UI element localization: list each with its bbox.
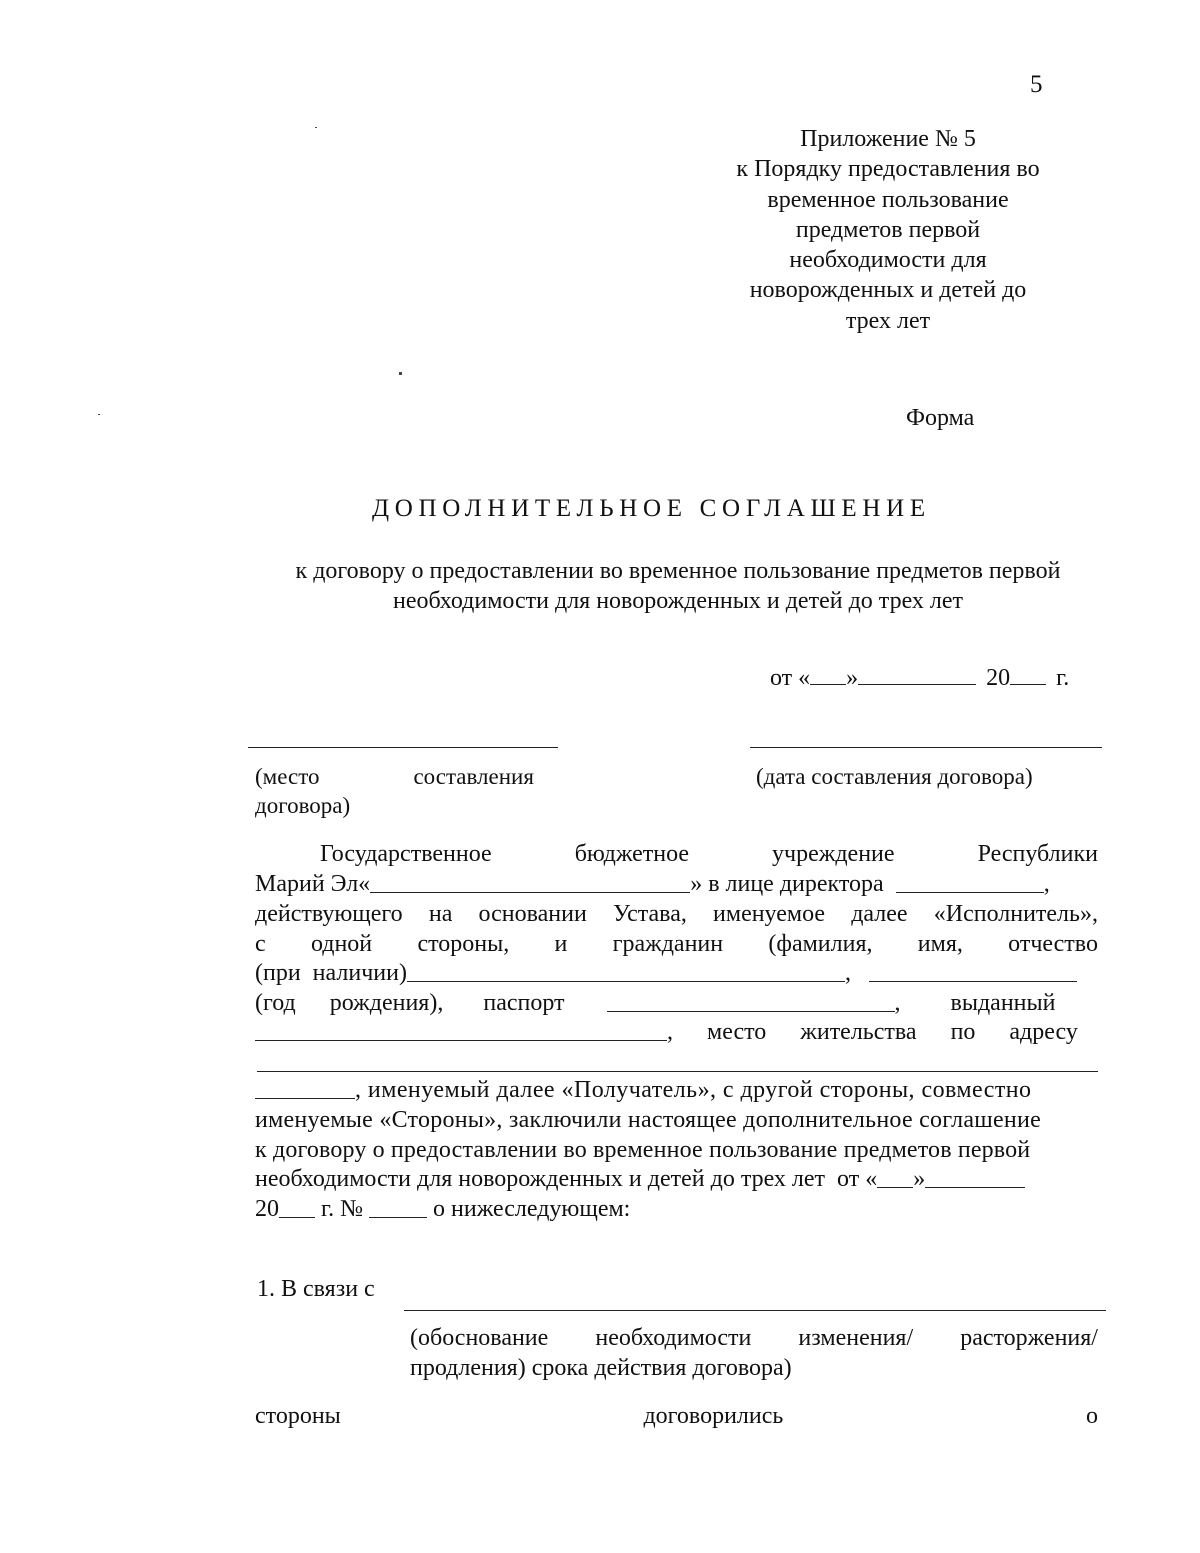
word: жительства	[800, 1019, 917, 1045]
subtitle-line: к договору о предоставлении во временное пользование предметов первой	[295, 558, 1061, 584]
word: далее	[851, 901, 908, 927]
month-blank	[858, 662, 976, 685]
word: (фамилия,	[768, 931, 873, 957]
body-line	[255, 1076, 1098, 1105]
word: основании	[478, 901, 587, 927]
body-line	[255, 1165, 1098, 1194]
text: необходимости для новорожденных и детей до трех лет от «	[255, 1166, 878, 1192]
text: »	[913, 1166, 926, 1192]
body-line	[255, 989, 1098, 1018]
word: именуемое	[713, 901, 826, 927]
word: Республики	[977, 841, 1098, 867]
document-title: ДОПОЛНИТЕЛЬНОЕ СОГЛАШЕНИЕ	[372, 495, 931, 522]
address-end-blank	[255, 1076, 355, 1099]
body-line: именуемые «Стороны», заключили настоящее дополнительное соглашение	[255, 1107, 1041, 1133]
citizen-extra-blank	[869, 959, 1077, 982]
word: и	[554, 931, 568, 957]
word: адресу	[1009, 1019, 1078, 1045]
word: (обоснование	[410, 1325, 549, 1351]
contract-day-blank	[877, 1165, 913, 1188]
body-line	[255, 1195, 1098, 1224]
text: Марий Эл«	[255, 871, 371, 897]
body-line	[255, 1402, 1098, 1431]
item-1-caption-line2: продления) срока действия договора)	[410, 1355, 792, 1381]
appendix-line: новорожденных и детей до	[749, 277, 1027, 304]
body-line	[255, 1018, 1098, 1047]
word: учреждение	[772, 841, 895, 867]
word: выданный	[950, 990, 1056, 1016]
contract-year-blank	[279, 1195, 315, 1218]
word: стороны,	[417, 931, 510, 957]
word: одной	[310, 931, 373, 957]
director-name-blank	[896, 870, 1044, 893]
form-label: Форма	[906, 405, 975, 431]
word: договорились	[643, 1403, 784, 1429]
appendix-line: предметов первой	[795, 216, 981, 243]
place-label-word: составления	[413, 764, 534, 789]
subtitle-line: необходимости для новорожденных и детей до трех лет	[392, 588, 964, 614]
text: , именуемый далее «Получатель», с другой стороны, совместно	[355, 1077, 1032, 1103]
word: с	[255, 931, 266, 957]
word: Государственное	[320, 841, 492, 867]
word: по	[950, 1019, 976, 1045]
word: имя,	[917, 931, 963, 957]
text: ,	[844, 960, 851, 986]
year-prefix: 20	[986, 665, 1011, 691]
body-line	[320, 840, 1098, 869]
place-rule	[248, 747, 558, 748]
word: рождения),	[329, 990, 444, 1016]
item-1-label: 1. В связи с	[257, 1276, 375, 1302]
contract-number-blank	[369, 1195, 427, 1218]
body-line	[255, 930, 1098, 959]
text: о нижеследующем:	[427, 1196, 631, 1222]
year-blank	[1010, 662, 1046, 685]
place-label-line2: договора)	[255, 793, 351, 818]
institution-name-blank	[370, 870, 690, 893]
appendix-line: Приложение № 5	[800, 126, 976, 152]
word: на	[428, 901, 453, 927]
text: (при наличии)	[255, 960, 407, 986]
word: о	[1086, 1403, 1098, 1429]
word: расторжения/	[960, 1325, 1098, 1351]
body-line	[255, 870, 1098, 899]
issued-by-blank	[255, 1018, 667, 1041]
quote-close: »	[846, 665, 859, 691]
body-line: к договору о предоставлении во временное пользование предметов первой	[255, 1137, 1031, 1163]
text: ,	[894, 990, 901, 1016]
item-1-reason-rule	[404, 1310, 1106, 1311]
contract-month-blank	[925, 1165, 1025, 1188]
word: место	[707, 1019, 767, 1045]
appendix-line: необходимости для	[789, 247, 987, 274]
word: необходимости	[595, 1325, 752, 1351]
agreement-date-line	[770, 662, 1069, 694]
place-label-word: (место	[255, 764, 320, 789]
scan-speck	[98, 414, 100, 415]
text: ,	[667, 1019, 673, 1045]
word: (год	[255, 990, 296, 1016]
appendix-line: временное пользование	[767, 186, 1009, 213]
word: Устава,	[612, 901, 687, 927]
date-label: (дата составления договора)	[756, 764, 1033, 789]
word: отчество	[1008, 931, 1098, 957]
scan-speck	[399, 372, 402, 375]
place-label	[255, 762, 534, 792]
text: ,	[1043, 871, 1050, 897]
day-blank	[810, 662, 846, 685]
word: бюджетное	[574, 841, 690, 867]
text: 20	[255, 1196, 279, 1222]
word: паспорт	[483, 990, 565, 1016]
body-line	[255, 900, 1098, 929]
year-suffix: г.	[1056, 665, 1070, 691]
appendix-line: к Порядку предоставления во	[736, 156, 1040, 183]
text: » в лице директора	[690, 871, 884, 897]
body-line	[255, 959, 1098, 988]
date-from-text: от «	[770, 665, 811, 691]
word: стороны	[255, 1403, 341, 1429]
document-subtitle	[258, 556, 1098, 616]
address-rule	[257, 1071, 1098, 1072]
page-number: 5	[1030, 71, 1043, 98]
scan-speck	[315, 127, 317, 128]
appendix-line: трех лет	[845, 307, 931, 334]
citizen-name-blank	[407, 959, 845, 982]
word: гражданин	[612, 931, 724, 957]
word: «Исполнитель»,	[933, 901, 1098, 927]
word: действующего	[255, 901, 403, 927]
text: г. №	[315, 1196, 370, 1222]
word: изменения/	[798, 1325, 914, 1351]
passport-blank	[607, 989, 895, 1012]
date-rule	[750, 747, 1102, 748]
item-1-caption	[410, 1324, 1098, 1353]
appendix-header	[700, 124, 1076, 336]
